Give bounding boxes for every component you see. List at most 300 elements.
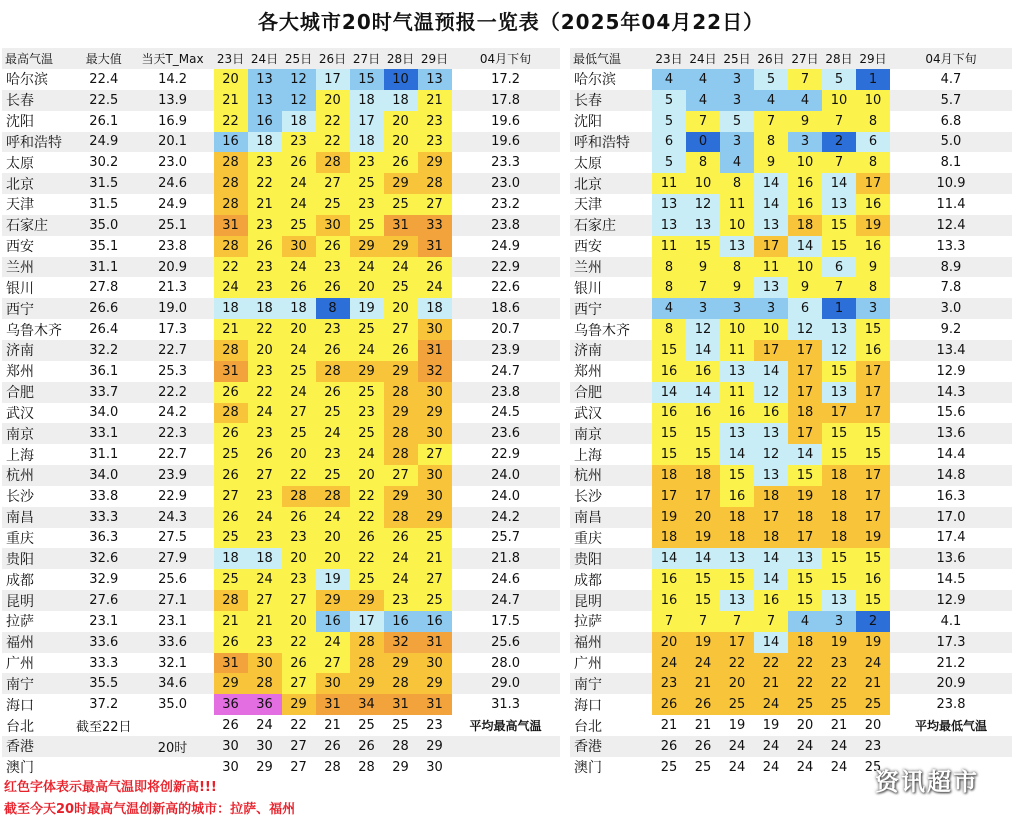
- late-april-average: 17.0: [936, 509, 966, 525]
- forecast-cell: 3: [720, 90, 754, 111]
- today-max: 24.2: [158, 405, 188, 421]
- forecast-cell: 17: [856, 403, 890, 424]
- forecast-cell: 30: [248, 653, 282, 674]
- forecast-cell: 15: [856, 444, 890, 465]
- forecast-cell: 29: [392, 759, 409, 775]
- forecast-cell: 26: [652, 694, 686, 715]
- forecast-cell: 28: [214, 340, 248, 361]
- high-table-header-row: [2, 48, 560, 69]
- forecast-cell: 17: [822, 403, 856, 424]
- forecast-cell: 10: [720, 215, 754, 236]
- forecast-cell: 16: [856, 236, 890, 257]
- forecast-cell: 14: [788, 444, 822, 465]
- forecast-cell: 25: [350, 319, 384, 340]
- forecast-cell: 24: [248, 507, 282, 528]
- footnote-record-cities: 截至今天20时最高气温创新高的城市：拉萨、福州: [4, 802, 296, 817]
- forecast-cell: 23: [282, 528, 316, 549]
- forecast-cell: 15: [856, 590, 890, 611]
- forecast-cell: 18: [822, 507, 856, 528]
- forecast-cell: 27: [384, 319, 418, 340]
- forecast-cell: 23: [248, 361, 282, 382]
- forecast-cell: 7: [822, 111, 856, 132]
- forecast-cell: 24: [856, 653, 890, 674]
- forecast-cell: 5: [652, 152, 686, 173]
- city-name: 哈尔滨: [574, 72, 616, 89]
- city-name: 南京: [574, 426, 602, 443]
- forecast-cell: 15: [822, 215, 856, 236]
- forecast-cell: 8: [686, 152, 720, 173]
- forecast-cell: 11: [720, 382, 754, 403]
- forecast-cell: 25: [788, 694, 822, 715]
- forecast-cell: 15: [686, 423, 720, 444]
- city-name: 兰州: [6, 260, 34, 277]
- forecast-cell: 27: [282, 590, 316, 611]
- today-max: 23.1: [158, 613, 188, 629]
- forecast-cell: 16: [720, 403, 754, 424]
- forecast-cell: 27: [248, 465, 282, 486]
- city-name: 沈阳: [6, 114, 34, 131]
- forecast-cell: 27: [282, 673, 316, 694]
- forecast-cell: 26: [384, 340, 418, 361]
- forecast-cell: 20: [864, 718, 882, 734]
- forecast-cell: 16: [754, 403, 788, 424]
- forecast-cell: 24: [384, 569, 418, 590]
- table-row: [2, 548, 560, 569]
- low-temperature-table: [570, 48, 1012, 778]
- table-row: [570, 340, 1012, 361]
- city-name: 北京: [6, 176, 34, 193]
- table-row: [2, 173, 560, 194]
- forecast-cell: 17: [788, 528, 822, 549]
- late-april-average: 13.6: [936, 551, 966, 567]
- forecast-cell: 22: [788, 673, 822, 694]
- late-april-average: 20.9: [936, 676, 966, 692]
- forecast-cell: 30: [418, 319, 452, 340]
- late-april-average: 14.8: [936, 467, 966, 483]
- column-header: 最低气温: [570, 48, 652, 69]
- forecast-cell: 30: [282, 236, 316, 257]
- history-max: 32.2: [89, 342, 119, 358]
- forecast-cell: 28: [384, 382, 418, 403]
- forecast-cell: 13: [720, 236, 754, 257]
- average-note: [452, 736, 560, 757]
- late-april-average: 19.6: [491, 134, 521, 150]
- city-name: 太原: [6, 155, 34, 172]
- forecast-cell: 14: [788, 236, 822, 257]
- forecast-cell: 22: [316, 111, 350, 132]
- forecast-cell: 4: [686, 90, 720, 111]
- forecast-cell: 30: [418, 486, 452, 507]
- today-max: 24.6: [158, 176, 188, 192]
- city-name: 银川: [574, 280, 602, 297]
- forecast-cell: 23: [248, 423, 282, 444]
- table-row: [570, 90, 1012, 111]
- forecast-cell: 26: [282, 653, 316, 674]
- city-name: 太原: [574, 155, 602, 172]
- late-april-average: 4.1: [940, 613, 962, 629]
- forecast-cell: 17: [652, 486, 686, 507]
- forecast-cell: 22: [290, 718, 307, 734]
- forecast-cell: 28: [384, 507, 418, 528]
- forecast-cell: 24: [316, 632, 350, 653]
- forecast-cell: 30: [418, 423, 452, 444]
- history-max: 31.1: [89, 447, 119, 463]
- table-row: [2, 444, 560, 465]
- city-name: 长春: [6, 93, 34, 110]
- forecast-cell: 27: [418, 569, 452, 590]
- forecast-cell: 24: [830, 738, 848, 754]
- forecast-cell: 11: [652, 173, 686, 194]
- forecast-cell: 21: [248, 611, 282, 632]
- late-april-average: 23.6: [491, 426, 521, 442]
- today-max: [132, 757, 214, 778]
- forecast-cell: 30: [418, 382, 452, 403]
- history-max: 35.5: [89, 676, 119, 692]
- forecast-cell: 18: [350, 90, 384, 111]
- forecast-cell: 25: [214, 528, 248, 549]
- forecast-cell: 17: [788, 361, 822, 382]
- history-max: 22.4: [89, 71, 119, 87]
- table-row: [570, 152, 1012, 173]
- late-april-average: 24.6: [491, 572, 521, 588]
- forecast-cell: 22: [248, 382, 282, 403]
- forecast-cell: 22: [350, 507, 384, 528]
- table-row: [2, 694, 560, 715]
- forecast-cell: 31: [384, 215, 418, 236]
- forecast-cell: 26: [248, 444, 282, 465]
- table-row: [2, 69, 560, 90]
- forecast-cell: 15: [856, 423, 890, 444]
- late-april-average: 23.9: [491, 342, 521, 358]
- late-april-average: 23.8: [936, 697, 966, 713]
- forecast-cell: 13: [652, 194, 686, 215]
- forecast-cell: 14: [754, 548, 788, 569]
- forecast-cell: 16: [384, 611, 418, 632]
- forecast-cell: 23: [418, 111, 452, 132]
- table-row: [570, 215, 1012, 236]
- forecast-cell: 28: [214, 236, 248, 257]
- today-max: 24.9: [158, 196, 188, 212]
- forecast-cell: 25: [282, 423, 316, 444]
- forecast-cell: 26: [214, 382, 248, 403]
- forecast-cell: 9: [686, 257, 720, 278]
- forecast-cell: 3: [720, 69, 754, 90]
- today-max: 27.5: [158, 530, 188, 546]
- forecast-cell: 20: [316, 528, 350, 549]
- forecast-cell: 10: [686, 173, 720, 194]
- forecast-cell: 26: [686, 694, 720, 715]
- late-april-average: 20.7: [491, 322, 521, 338]
- late-april-average: 22.6: [491, 280, 521, 296]
- table-row: [570, 715, 1012, 736]
- forecast-cell: 27: [282, 403, 316, 424]
- table-row: [570, 694, 1012, 715]
- forecast-cell: 17: [686, 486, 720, 507]
- forecast-cell: 28: [324, 759, 341, 775]
- history-max: 33.6: [89, 634, 119, 650]
- forecast-cell: 1: [822, 298, 856, 319]
- late-april-average: 22.9: [491, 259, 521, 275]
- forecast-cell: 8: [754, 132, 788, 153]
- late-april-average: 24.2: [491, 509, 521, 525]
- forecast-cell: 20: [686, 507, 720, 528]
- table-row: [570, 173, 1012, 194]
- city-name: 长沙: [574, 489, 602, 506]
- forecast-cell: 30: [256, 738, 273, 754]
- forecast-cell: 13: [720, 548, 754, 569]
- city-name: 南宁: [574, 676, 602, 693]
- forecast-cell: 13: [720, 423, 754, 444]
- forecast-cell: 23: [350, 194, 384, 215]
- late-april-average: 23.0: [491, 176, 521, 192]
- table-row: [570, 444, 1012, 465]
- forecast-cell: 10: [384, 69, 418, 90]
- forecast-cell: 21: [214, 90, 248, 111]
- forecast-cell: 5: [652, 111, 686, 132]
- forecast-cell: 26: [214, 632, 248, 653]
- forecast-cell: 13: [788, 548, 822, 569]
- history-max: 35.1: [89, 238, 119, 254]
- forecast-cell: 24: [384, 257, 418, 278]
- history-max: 32.6: [89, 551, 119, 567]
- forecast-cell: 13: [754, 215, 788, 236]
- forecast-cell: 29: [384, 236, 418, 257]
- city-name: 南宁: [6, 676, 34, 693]
- late-april-average: 25.6: [491, 634, 521, 650]
- city-name: 沈阳: [574, 114, 602, 131]
- forecast-cell: 25: [384, 194, 418, 215]
- history-max: 33.7: [89, 384, 119, 400]
- forecast-cell: 4: [686, 69, 720, 90]
- city-name: 香港: [6, 739, 34, 756]
- forecast-cell: 7: [822, 152, 856, 173]
- city-name: 杭州: [6, 468, 34, 485]
- history-max: 31.1: [89, 259, 119, 275]
- forecast-cell: 3: [822, 611, 856, 632]
- forecast-cell: 10: [822, 90, 856, 111]
- forecast-cell: 23: [316, 319, 350, 340]
- forecast-cell: 14: [686, 382, 720, 403]
- forecast-cell: 15: [686, 569, 720, 590]
- forecast-cell: 15: [350, 69, 384, 90]
- forecast-cell: 26: [316, 236, 350, 257]
- city-name: 郑州: [574, 364, 602, 381]
- city-name: 石家庄: [574, 218, 616, 235]
- forecast-cell: 28: [358, 759, 375, 775]
- forecast-cell: 24: [282, 194, 316, 215]
- forecast-cell: 26: [384, 528, 418, 549]
- table-row: [2, 611, 560, 632]
- column-header: 23日: [214, 48, 248, 69]
- table-row: [2, 465, 560, 486]
- history-max: 33.3: [89, 655, 119, 671]
- forecast-cell: 28: [350, 632, 384, 653]
- column-header: 04月下旬: [452, 48, 560, 69]
- forecast-cell: 24: [728, 759, 746, 775]
- forecast-cell: 29: [418, 403, 452, 424]
- forecast-cell: 10: [856, 90, 890, 111]
- table-row: [2, 673, 560, 694]
- late-april-average: 25.7: [491, 530, 521, 546]
- forecast-cell: 28: [384, 423, 418, 444]
- forecast-cell: 25: [282, 361, 316, 382]
- forecast-cell: 19: [686, 528, 720, 549]
- forecast-cell: 15: [822, 423, 856, 444]
- forecast-cell: 18: [282, 298, 316, 319]
- forecast-cell: 24: [350, 444, 384, 465]
- forecast-cell: 25: [418, 528, 452, 549]
- forecast-cell: 14: [720, 444, 754, 465]
- forecast-cell: 25: [316, 403, 350, 424]
- history-max: 33.8: [89, 488, 119, 504]
- city-name: 南京: [6, 426, 34, 443]
- forecast-cell: 20: [248, 340, 282, 361]
- forecast-cell: 27: [418, 444, 452, 465]
- forecast-cell: 18: [248, 548, 282, 569]
- table-row: [2, 403, 560, 424]
- forecast-cell: 3: [720, 132, 754, 153]
- city-name: 乌鲁木齐: [574, 322, 630, 339]
- forecast-cell: 24: [316, 507, 350, 528]
- table-row: [2, 757, 560, 778]
- forecast-cell: 14: [822, 173, 856, 194]
- late-april-average: 17.8: [491, 92, 521, 108]
- forecast-cell: 7: [822, 277, 856, 298]
- forecast-cell: 31: [214, 215, 248, 236]
- forecast-cell: 14: [686, 548, 720, 569]
- forecast-cell: 4: [754, 90, 788, 111]
- forecast-cell: 25: [392, 718, 409, 734]
- forecast-cell: 16: [788, 173, 822, 194]
- forecast-cell: 26: [248, 236, 282, 257]
- column-header: 28日: [822, 48, 856, 69]
- forecast-cell: 31: [418, 340, 452, 361]
- forecast-cell: 18: [248, 132, 282, 153]
- table-row: [2, 569, 560, 590]
- forecast-cell: 14: [686, 340, 720, 361]
- forecast-cell: 21: [754, 673, 788, 694]
- forecast-cell: 33: [418, 215, 452, 236]
- table-row: [2, 361, 560, 382]
- forecast-cell: 19: [728, 718, 746, 734]
- forecast-cell: 24: [796, 759, 814, 775]
- late-april-average: 24.0: [491, 488, 521, 504]
- late-april-average: 22.9: [491, 447, 521, 463]
- forecast-cell: 25: [350, 569, 384, 590]
- forecast-cell: 31: [214, 361, 248, 382]
- forecast-cell: 23: [248, 277, 282, 298]
- forecast-cell: 26: [418, 257, 452, 278]
- forecast-cell: 21: [214, 319, 248, 340]
- forecast-cell: 8: [720, 173, 754, 194]
- forecast-cell: 16: [856, 194, 890, 215]
- city-name: 南昌: [6, 510, 34, 527]
- late-april-average: 13.4: [936, 342, 966, 358]
- forecast-cell: 19: [822, 632, 856, 653]
- forecast-cell: 22: [214, 111, 248, 132]
- late-april-average: 16.3: [936, 488, 966, 504]
- forecast-cell: 23: [316, 444, 350, 465]
- forecast-cell: 23: [248, 152, 282, 173]
- forecast-cell: 3: [788, 132, 822, 153]
- forecast-cell: 9: [788, 111, 822, 132]
- history-max: 37.2: [89, 697, 119, 713]
- watermark: 资讯超市: [875, 768, 979, 796]
- forecast-cell: 3: [754, 298, 788, 319]
- forecast-cell: 7: [754, 611, 788, 632]
- late-april-average: 7.8: [940, 280, 962, 296]
- forecast-cell: 24: [796, 738, 814, 754]
- late-april-average: 12.9: [936, 593, 966, 609]
- forecast-cell: 29: [350, 673, 384, 694]
- history-max: 22.5: [89, 92, 119, 108]
- city-name: 拉萨: [574, 614, 602, 631]
- history-max: 34.0: [89, 405, 119, 421]
- forecast-cell: 2: [856, 611, 890, 632]
- forecast-cell: 3: [686, 298, 720, 319]
- forecast-cell: 27: [248, 590, 282, 611]
- forecast-cell: 8: [720, 257, 754, 278]
- city-name: 西宁: [6, 301, 34, 318]
- today-max: 20.9: [158, 259, 188, 275]
- low-table-header-row: [570, 48, 1012, 69]
- forecast-cell: 22: [720, 653, 754, 674]
- forecast-cell: 23: [864, 738, 882, 754]
- average-note: 平均最高气温: [469, 719, 542, 734]
- forecast-cell: 17: [350, 111, 384, 132]
- forecast-cell: 20: [720, 673, 754, 694]
- city-name: 成都: [6, 572, 34, 589]
- city-name: 西安: [574, 239, 602, 256]
- forecast-cell: 17: [754, 507, 788, 528]
- forecast-cell: 30: [418, 653, 452, 674]
- late-april-average: 24.7: [491, 593, 521, 609]
- forecast-cell: 21: [214, 611, 248, 632]
- forecast-cell: 25: [358, 718, 375, 734]
- late-april-average: 29.0: [491, 676, 521, 692]
- history-max: 31.5: [89, 196, 119, 212]
- city-name: 天津: [574, 197, 602, 214]
- table-row: [2, 340, 560, 361]
- forecast-cell: 15: [652, 340, 686, 361]
- forecast-cell: 26: [324, 738, 341, 754]
- history-max: [76, 757, 132, 778]
- forecast-cell: 24: [762, 759, 780, 775]
- column-header: 24日: [248, 48, 282, 69]
- forecast-cell: 11: [720, 194, 754, 215]
- forecast-cell: 25: [864, 759, 882, 775]
- forecast-cell: 23: [384, 590, 418, 611]
- forecast-cell: 24: [384, 548, 418, 569]
- history-max: 36.3: [89, 530, 119, 546]
- forecast-cell: 28: [214, 173, 248, 194]
- forecast-cell: 12: [754, 444, 788, 465]
- today-max: 17.3: [158, 322, 188, 338]
- forecast-cell: 23: [248, 632, 282, 653]
- table-row: [570, 132, 1012, 153]
- city-name: 海口: [574, 697, 602, 714]
- forecast-cell: 26: [660, 738, 678, 754]
- forecast-cell: 21: [694, 718, 712, 734]
- forecast-cell: 8: [856, 111, 890, 132]
- forecast-cell: 21: [686, 673, 720, 694]
- forecast-cell: 29: [418, 673, 452, 694]
- forecast-cell: 17: [788, 382, 822, 403]
- forecast-cell: 0: [686, 132, 720, 153]
- table-row: [570, 548, 1012, 569]
- forecast-cell: 31: [418, 236, 452, 257]
- today-max: 34.6: [158, 676, 188, 692]
